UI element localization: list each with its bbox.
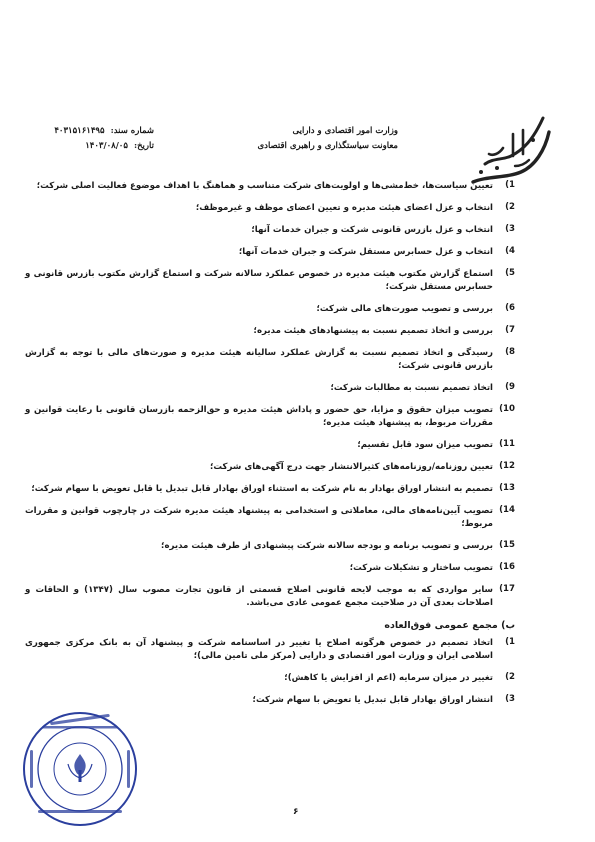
list-item-number: 2) bbox=[505, 202, 515, 212]
list-item bbox=[25, 584, 515, 610]
general-assembly-list bbox=[25, 180, 515, 610]
list-item-number: 12) bbox=[499, 461, 515, 471]
list-item-text: بررسی و تصویب صورت‌های مالی شرکت؛ bbox=[316, 304, 493, 314]
list-item-text: تعیین سیاست‌ها، خط‌مشی‌ها و اولویت‌های شرکت متناسب و هماهنگ با اهداف موضوع فعالیت اصلی شرکت؛ bbox=[36, 181, 493, 191]
list-item bbox=[25, 505, 515, 531]
list-item bbox=[25, 202, 515, 215]
list-item-text: تصمیم به انتشار اوراق بهادار به نام شرکت به استثناء اوراق بهادار قابل تبدیل یا قابل تعویض با سهام شرکت؛ bbox=[31, 484, 493, 494]
extraordinary-assembly-list bbox=[25, 637, 515, 707]
list-item-text: انتخاب و عزل بازرس قانونی شرکت و جبران خدمات آنها؛ bbox=[251, 225, 493, 235]
list-item-text: انتخاب و عزل حسابرس مستقل شرکت و جبران خدمات آنها؛ bbox=[238, 247, 493, 257]
list-item bbox=[25, 672, 515, 685]
ministry-heading bbox=[218, 124, 398, 154]
list-item bbox=[25, 224, 515, 237]
list-item-number: 2) bbox=[505, 672, 515, 682]
list-item-text: تعیین روزنامه/روزنامه‌های کثیرالانتشار جهت درج آگهی‌های شرکت؛ bbox=[210, 462, 493, 472]
list-item bbox=[25, 540, 515, 553]
list-item-text: رسیدگی و اتخاذ تصمیم نسبت به گزارش عملکرد سالیانه هیئت مدیره و صورت‌های مالی با توجه به گزارش بازرس قانونی شرکت؛ bbox=[25, 348, 493, 371]
list-item-number: 9) bbox=[505, 382, 515, 392]
list-item-number: 1) bbox=[505, 637, 515, 647]
list-item bbox=[25, 382, 515, 395]
list-item-number: 4) bbox=[505, 246, 515, 256]
list-item-text: تصویب میزان سود قابل تقسیم؛ bbox=[357, 440, 493, 450]
doc-number-label: شماره سند: bbox=[110, 126, 154, 136]
section-b-title: ب) مجمع عمومی فوق‌العاده bbox=[384, 620, 515, 631]
list-item bbox=[25, 404, 515, 430]
official-stamp bbox=[20, 710, 140, 828]
seal-icon bbox=[20, 710, 140, 828]
list-item bbox=[25, 347, 515, 373]
list-item-text: تصویب آیین‌نامه‌های مالی، معاملاتی و استخدامی به پیشنهاد هیئت مدیره شرکت در چارچوب قوانین و مقررات مربوط؛ bbox=[25, 506, 493, 529]
list-item bbox=[25, 303, 515, 316]
doc-number-value: ۴۰۳۱۵۱۶۱۴۹۵ bbox=[54, 126, 105, 136]
list-item-number: 6) bbox=[505, 303, 515, 313]
list-item-number: 1) bbox=[505, 180, 515, 190]
list-item bbox=[25, 268, 515, 294]
list-item bbox=[25, 637, 515, 663]
list-item-number: 13) bbox=[499, 483, 515, 493]
ministry-line-1: وزارت امور اقتصادی و دارایی bbox=[292, 126, 398, 136]
list-item bbox=[25, 483, 515, 496]
list-item-number: 11) bbox=[499, 439, 515, 449]
page-number: ۶ bbox=[293, 807, 299, 817]
list-item-text: تصویب ساختار و تشکیلات شرکت؛ bbox=[349, 563, 493, 573]
list-item-text: انتشار اوراق بهادار قابل تبدیل یا تعویض با سهام شرکت؛ bbox=[252, 695, 493, 705]
list-item-number: 16) bbox=[499, 562, 515, 572]
list-item-text: تصویب میزان حقوق و مزایا، حق حضور و پاداش هیئت مدیره و حق‌الزحمه بازرسان قانونی با رعایت قوانین و مقررات مربوط، به پیشنهاد هیئت مدیره؛ bbox=[25, 405, 493, 428]
list-item-text: اتخاذ تصمیم در خصوص هرگونه اصلاح یا تغییر در اساسنامه شرکت و پیشنهاد آن به بانک مرکزی جمهوری اسلامی ایران و وزارت امور اقتصادی و دارایی (مرکز ملی تامین مالی)؛ bbox=[25, 638, 493, 661]
list-item-text: بررسی و تصویب برنامه و بودجه سالانه شرکت پیشنهادی از طرف هیئت مدیره؛ bbox=[161, 541, 493, 551]
doc-date-value: ۱۴۰۳/۰۸/۰۵ bbox=[85, 141, 128, 151]
list-item bbox=[25, 246, 515, 259]
list-item-text: اتخاذ تصمیم نسبت به مطالبات شرکت؛ bbox=[330, 383, 493, 393]
list-item-text: تغییر در میزان سرمایه (اعم از افزایش یا کاهش)؛ bbox=[284, 673, 493, 683]
list-item bbox=[25, 325, 515, 338]
finance-logo bbox=[463, 110, 555, 190]
list-item-number: 10) bbox=[499, 404, 515, 414]
list-item-number: 8) bbox=[505, 347, 515, 357]
list-item-number: 3) bbox=[505, 224, 515, 234]
list-item bbox=[25, 439, 515, 452]
list-item-number: 7) bbox=[505, 325, 515, 335]
list-item-number: 3) bbox=[505, 694, 515, 704]
list-item bbox=[25, 461, 515, 474]
list-item-number: 15) bbox=[499, 540, 515, 550]
list-item-number: 5) bbox=[505, 268, 515, 278]
list-item bbox=[25, 694, 515, 707]
list-item bbox=[25, 562, 515, 575]
list-item-text: استماع گزارش مکتوب هیئت مدیره در خصوص عملکرد سالانه شرکت و استماع گزارش مکتوب بازرس قانونی و حسابرس مستقل شرکت؛ bbox=[25, 269, 493, 292]
list-item-text: سایر مواردی که به موجب لایحه قانونی اصلاح قسمتی از قانون تجارت مصوب سال (۱۳۴۷) و الحاقات و اصلاحات بعدی آن در صلاحیت مجمع عمومی عادی می‌باشد. bbox=[25, 585, 494, 608]
list-item-number: 17) bbox=[499, 584, 515, 594]
list-item bbox=[25, 180, 515, 193]
ministry-line-2: معاونت سیاستگذاری و راهبری اقتصادی bbox=[257, 141, 398, 151]
finance-logo-calligraphy-icon bbox=[463, 110, 555, 190]
list-item-text: انتخاب و عزل اعضای هیئت مدیره و تعیین اعضای موظف و غیرموظف؛ bbox=[195, 203, 493, 213]
doc-date-label: تاریخ: bbox=[133, 141, 154, 151]
document-meta bbox=[14, 124, 154, 154]
list-item-number: 14) bbox=[499, 505, 515, 515]
list-item-text: بررسی و اتخاذ تصمیم نسبت به پیشنهادهای هیئت مدیره؛ bbox=[253, 326, 493, 336]
document-body bbox=[25, 180, 515, 716]
